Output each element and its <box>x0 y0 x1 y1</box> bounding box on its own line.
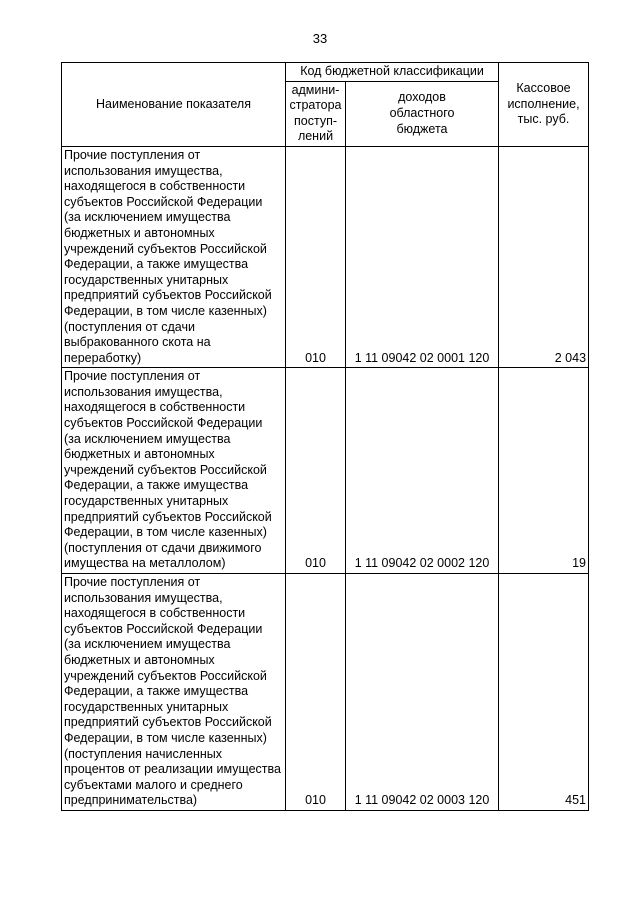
row-name: Прочие поступления от использования имущества, находящегося в собственности субъектов Российской Федерации (за исключением имущества бюджетных и автономных учреждений субъектов Российской Федерации, а также имущества государственных унитарных предприятий субъектов Российской Федерации, в том числе казенных) (поступления от сдачи движимого имущества на металлолом) <box>62 368 286 574</box>
header-admin: админи- стратора поступ- лений <box>286 81 346 146</box>
header-income: доходов областного бюджета <box>346 81 499 146</box>
row-admin-code: 010 <box>286 146 346 367</box>
row-income-code: 1 11 09042 02 0001 120 <box>346 146 499 367</box>
row-admin-code: 010 <box>286 574 346 811</box>
row-amount: 451 <box>499 574 589 811</box>
row-name: Прочие поступления от использования имущества, находящегося в собственности субъектов Российской Федерации (за исключением имущества бюджетных и автономных учреждений субъектов Российской Федерации, а также имущества государственных унитарных предприятий субъектов Российской Федерации, в том числе казенных) (поступления от сдачи выбракованного скота на переработку) <box>62 146 286 367</box>
header-classification-group: Код бюджетной классификации <box>286 63 499 82</box>
table-row <box>62 574 589 811</box>
row-income-code: 1 11 09042 02 0003 120 <box>346 574 499 811</box>
budget-table <box>61 62 589 811</box>
row-amount: 19 <box>499 368 589 574</box>
header-amount: Кассовое исполнение, тыс. руб. <box>499 63 589 147</box>
table-row <box>62 368 589 574</box>
header-name: Наименование показателя <box>62 63 286 147</box>
table-row <box>62 146 589 367</box>
row-admin-code: 010 <box>286 368 346 574</box>
row-name: Прочие поступления от использования имущества, находящегося в собственности субъектов Российской Федерации (за исключением имущества бюджетных и автономных учреждений субъектов Российской Федерации, а также имущества государственных унитарных предприятий субъектов Российской Федерации, в том числе казенных) (поступления начисленных процентов от реализации имущества субъектами малого и среднего предпринимательства) <box>62 574 286 811</box>
page-number: 33 <box>312 31 328 46</box>
row-income-code: 1 11 09042 02 0002 120 <box>346 368 499 574</box>
row-amount: 2 043 <box>499 146 589 367</box>
